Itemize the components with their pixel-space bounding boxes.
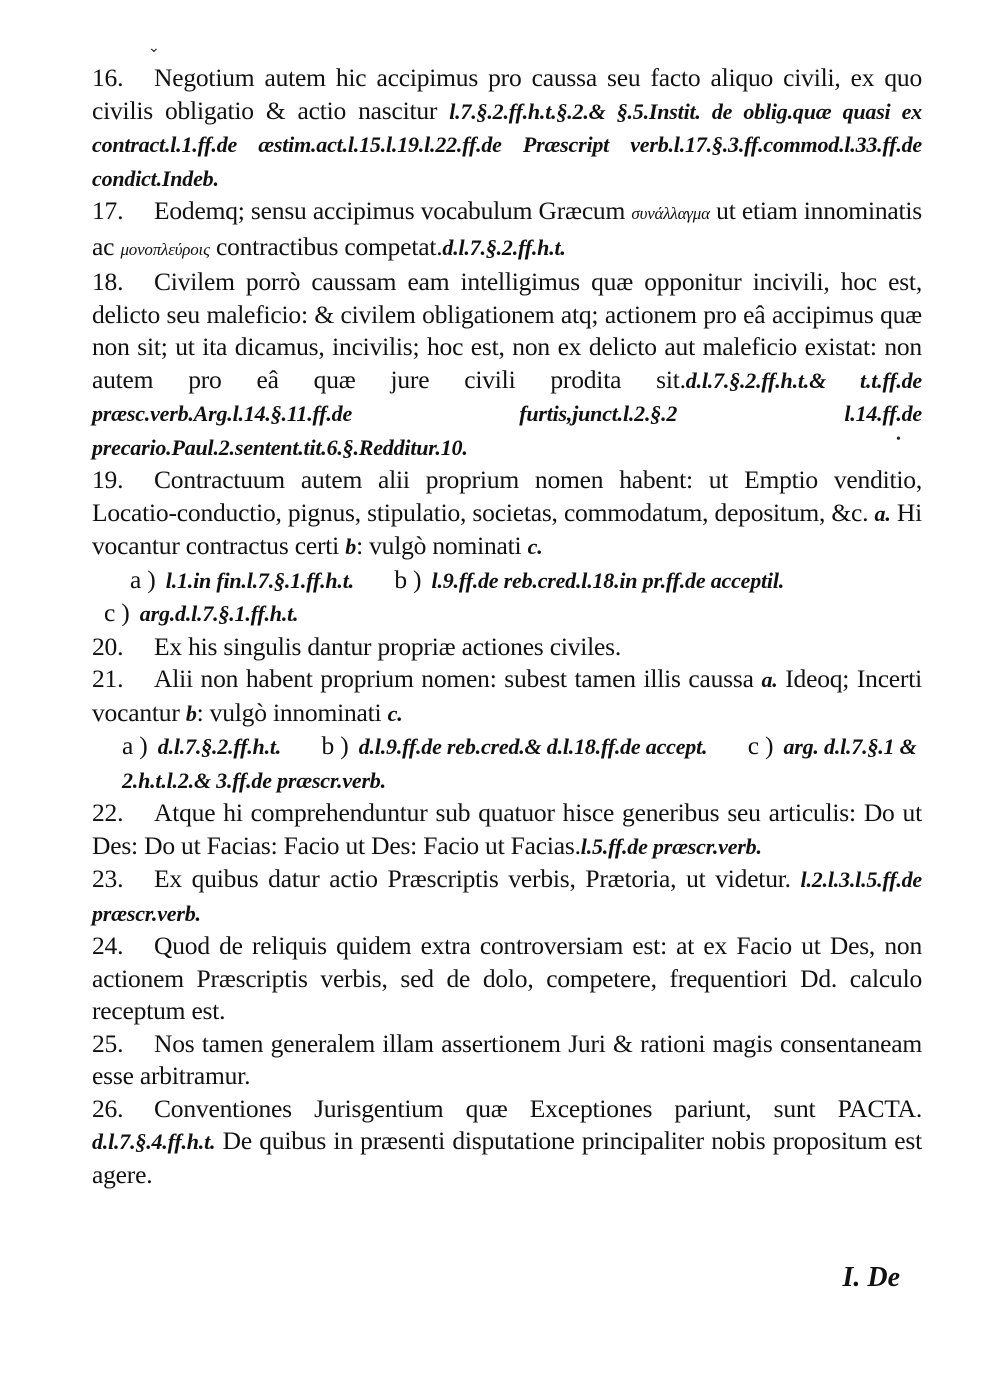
page-body [92, 62, 922, 1191]
paragraph-text: Atque hi comprehenduntur sub quatuor hisce generibus seu articulis: Do ut Des: Do ut Facias: Facio ut Des: Facio ut Facias. [92, 798, 922, 860]
paragraph-number: 26. [92, 1093, 124, 1123]
paragraph-text: Hi vocantur contractus certi [92, 497, 922, 560]
paragraph-number: 22. [92, 798, 124, 827]
paragraph-number: 17. [92, 196, 124, 225]
greek-term: συνάλλαγμα [631, 204, 710, 223]
footnote-line [122, 730, 922, 797]
paragraph-number: 25. [92, 1028, 124, 1058]
footnote-label: b ) [394, 564, 422, 594]
catchword: I. De [842, 1262, 900, 1293]
paragraph-17 [92, 195, 922, 266]
note-marker: c. [527, 534, 543, 559]
footnote-citation: d.l.9.ff.de reb.cred.& d.l.18.ff.de accept. [358, 734, 708, 759]
paragraph-19 [92, 464, 922, 564]
paragraph-text: : vulgò nominati [356, 531, 522, 560]
paragraph-text: Civilem porrò caussam eam intelligimus quæ opponitur incivili, hoc est, delicto seu maleficio: & civilem obligationem atq; actionem pro eâ accipimus quæ non sit; ut ita dicamus, incivilis; hoc est, non ex delicto aut maleficio existat: non autem pro eâ quæ jure civili prodita sit. [92, 267, 922, 394]
paragraph-text: ut etiam innominatis ac [92, 196, 922, 261]
paragraph-text: : vulgò innominati [196, 697, 382, 727]
paragraph-text: Nos tamen generalem illam assertionem Juri & rationi magis consentaneam esse arbitramur. [92, 1028, 922, 1090]
paragraph-text: Ex quibus datur actio Præscriptis verbis, Prætoria, ut videtur. [154, 864, 791, 893]
paragraph-23 [92, 863, 922, 930]
paragraph-16 [92, 62, 922, 195]
footnote-citation: l.1.in fin.l.7.§.1.ff.h.t. [165, 567, 354, 593]
legal-citation: d.l.7.§.2.ff.h.t.& t.t.ff.de præsc.verb.Arg.l.14.§.11.ff.de furtis,junct.l.2.§.2 l.14.ff.de precario.Paul.2.sentent.tit.6.§.Redditur.10. [92, 367, 922, 460]
paragraph-20 [92, 631, 922, 664]
paragraph-25 [92, 1028, 922, 1093]
footnote-line [92, 597, 922, 631]
print-speck: • [896, 432, 901, 447]
paragraph-26 [92, 1093, 922, 1192]
note-marker: b [345, 534, 357, 559]
footnote-citation: arg. d.l.7.§.1 & 2.h.t.l.2.& 3.ff.de præscr.verb. [122, 734, 917, 793]
paragraph-text: Eodemq; sensu accipimus vocabulum Græcum [154, 196, 626, 225]
legal-citation: l.7.§.2.ff.h.t.§.2.& §.5.Instit. de oblig.quæ quasi ex contract.l.1.ff.de æstim.act.l.15.l.19.l.22.ff.de Præscript verb.l.17.§.3.ff.commod.l.33.ff.de condict.Indeb. [92, 98, 922, 191]
legal-citation: l.5.ff.de præscr.verb. [580, 833, 762, 859]
paragraph-number: 20. [92, 631, 124, 661]
paragraph-text: Quod de reliquis quidem extra controversiam est: at ex Facio ut Des, non actionem Præscriptis verbis, sed de dolo, competere, frequentiori Dd. calculo receptum est. [92, 931, 922, 1025]
paragraph-number: 16. [92, 63, 124, 92]
paragraph-text: Contractuum autem alii proprium nomen habent: ut Emptio venditio, Locatio-conductio, pignus, stipulatio, societas, commodatum, depositum, &c. [92, 465, 922, 527]
footnote-citation: l.9.ff.de reb.cred.l.18.in pr.ff.de acceptil. [431, 567, 785, 593]
legal-citation: d.l.7.§.2.ff.h.t. [442, 234, 566, 260]
greek-term: μονοπλεύροις [120, 239, 210, 259]
footnote-label: c ) [104, 598, 130, 627]
paragraph-number: 18. [92, 267, 124, 296]
note-marker: a. [761, 667, 778, 692]
paragraph-text: contractibus competat. [215, 231, 443, 261]
paragraph-text: Conventiones Jurisgentium quæ Exceptiones pariunt, sunt PACTA. [154, 1093, 922, 1123]
paragraph-24 [92, 930, 922, 1028]
paragraph-number: 19. [92, 465, 124, 494]
paragraph-number: 24. [92, 931, 124, 960]
note-marker: c. [387, 700, 403, 726]
paragraph-text: Alii non habent proprium nomen: subest tamen illis caussa [154, 664, 754, 693]
legal-citation: d.l.7.§.4.ff.h.t. [92, 1129, 216, 1154]
paragraph-text: De quibus in præsenti disputatione principaliter nobis propositum est agere. [92, 1126, 922, 1189]
legal-citation: l.2.l.3.l.5.ff.de præscr.verb. [92, 867, 922, 926]
footnote-label: c ) [747, 731, 774, 760]
paragraph-22 [92, 797, 922, 863]
paragraph-number: 21. [92, 664, 124, 693]
paragraph-number: 23. [92, 864, 124, 893]
note-marker: a. [874, 500, 891, 526]
paragraph-text: Ex his singulis dantur propriæ actiones civiles. [154, 631, 622, 661]
footnote-label: b ) [321, 731, 349, 760]
paragraph-18 [92, 266, 922, 464]
footnotes-19 [92, 564, 922, 598]
footnote-line [130, 564, 922, 598]
paragraph-text: Ideoq; Incerti vocantur [92, 664, 922, 727]
note-marker: b [185, 700, 197, 726]
footnote-citation: arg.d.l.7.§.1.ff.h.t. [139, 601, 299, 626]
footnote-citation: d.l.7.§.2.ff.h.t. [157, 734, 282, 759]
footnote-label: a ) [130, 564, 156, 594]
paragraph-text: Negotium autem hic accipimus pro caussa seu facto aliquo civili, ex quo civilis obligatio & actio nascitur [92, 63, 922, 125]
footnote-label: a ) [122, 731, 148, 760]
paragraph-21 [92, 663, 922, 730]
print-speck: ⌄ [148, 41, 160, 56]
footnotes-21 [92, 730, 922, 797]
